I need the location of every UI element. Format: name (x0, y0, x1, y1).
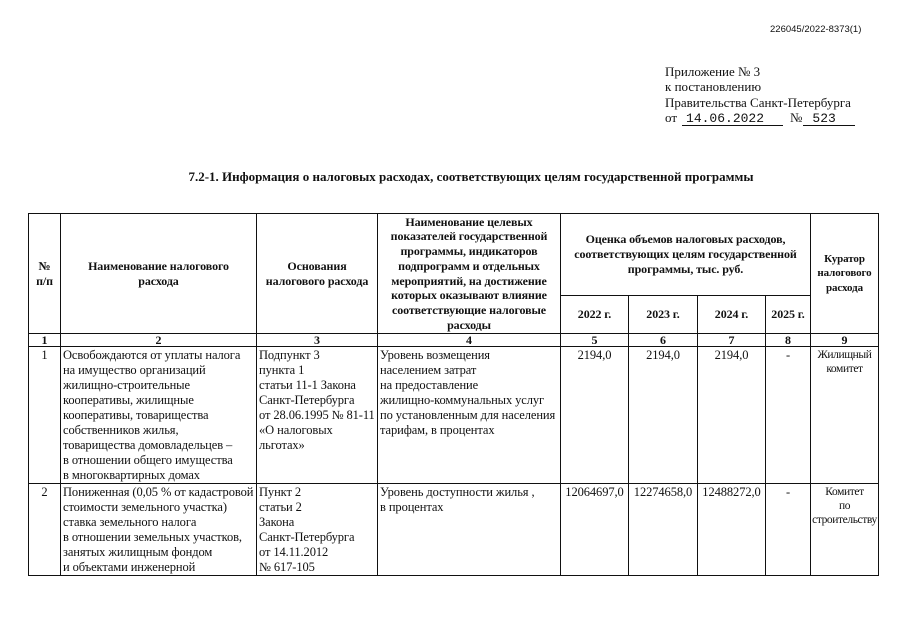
column-number-1: 1 (29, 334, 61, 347)
page-title: 7.2-1. Информация о налоговых расходах, соответствующих целям государственной программы (188, 169, 754, 184)
row-value-2024: 12488272,0 (698, 484, 766, 576)
appendix-line-2: к постановлению (665, 79, 762, 95)
row-basis: Подпункт 3 пункта 1 статьи 11-1 Закона Санкт-Петербурга от 28.06.1995 № 81-11 «О налоговых льготах» (257, 347, 378, 484)
column-number-4: 4 (378, 334, 561, 347)
row-indicator: Уровень доступности жилья , в процентах (378, 484, 561, 576)
row-basis: Пункт 2 статьи 2 Закона Санкт-Петербурга от 14.11.2012 № 617-105 (257, 484, 378, 576)
header-indicators: Наименование целевых показателей государственной программы, индикаторов подпрограмм и отдельных мероприятий, на достижение которых оказывают влияние соответствующие налоговые расходы (378, 214, 561, 334)
resolution-number: 523 (803, 112, 855, 126)
row-value-2022: 2194,0 (561, 347, 629, 484)
header-estimate-group: Оценка объемов налоговых расходов, соответствующих целям государственной программы, тыс. руб. (561, 214, 811, 296)
column-number-7: 7 (698, 334, 766, 347)
column-number-2: 2 (61, 334, 257, 347)
row-tax-expense-name: Пониженная (0,05 % от кадастровой стоимости земельного участка) ставка земельного налога в отношении земельных участков, занятых жилищным фондом и объектами инженерной (61, 484, 257, 576)
header-year-2022: 2022 г. (561, 296, 629, 334)
row-value-2022: 12064697,0 (561, 484, 629, 576)
row-value-2025: - (766, 484, 811, 576)
column-number-5: 5 (561, 334, 629, 347)
column-numbers-row (29, 334, 879, 347)
date-prefix: от (665, 109, 678, 125)
header-year-2023: 2023 г. (629, 296, 698, 334)
appendix-line-3: Правительства Санкт-Петербурга (665, 94, 851, 110)
row-value-2023: 2194,0 (629, 347, 698, 484)
header-year-2024: 2024 г. (698, 296, 766, 334)
appendix-line-1: Приложение № 3 (665, 64, 761, 79)
appendix-date-line (665, 110, 855, 125)
row-value-2023: 12274658,0 (629, 484, 698, 576)
table-row (29, 484, 879, 576)
header-num: № п/п (29, 214, 61, 334)
header-year-2025: 2025 г. (766, 296, 811, 334)
row-tax-expense-name: Освобождаются от уплаты налога на имущество организаций жилищно-строительные кооперативы, жилищные кооперативы, товарищества собственников жилья, товарищества домовладельцев – в отношении общего имущества в многоквартирных домах (61, 347, 257, 484)
row-value-2024: 2194,0 (698, 347, 766, 484)
row-indicator: Уровень возмещения населением затрат на предоставление жилищно-коммунальных услуг по установленным для населения тарифам, в процентах (378, 347, 561, 484)
row-curator: Жилищный комитет (811, 347, 879, 484)
header-row (29, 214, 879, 296)
tax-expenses-table (28, 213, 879, 576)
column-number-9: 9 (811, 334, 879, 347)
row-num: 2 (29, 484, 61, 576)
number-prefix: № (790, 109, 803, 125)
header-basis: Основания налогового расхода (257, 214, 378, 334)
column-number-8: 8 (766, 334, 811, 347)
row-curator: Комитет по строительству (811, 484, 879, 576)
header-curator: Куратор налогового расхода (811, 214, 879, 334)
resolution-date: 14.06.2022 (682, 112, 783, 126)
column-number-6: 6 (629, 334, 698, 347)
table-row (29, 347, 879, 484)
row-value-2025: - (766, 347, 811, 484)
header-tax-expense-name: Наименование налогового расхода (61, 214, 257, 334)
row-num: 1 (29, 347, 61, 484)
document-code: 226045/2022-8373(1) (770, 24, 862, 35)
appendix-block (665, 64, 855, 125)
column-number-3: 3 (257, 334, 378, 347)
